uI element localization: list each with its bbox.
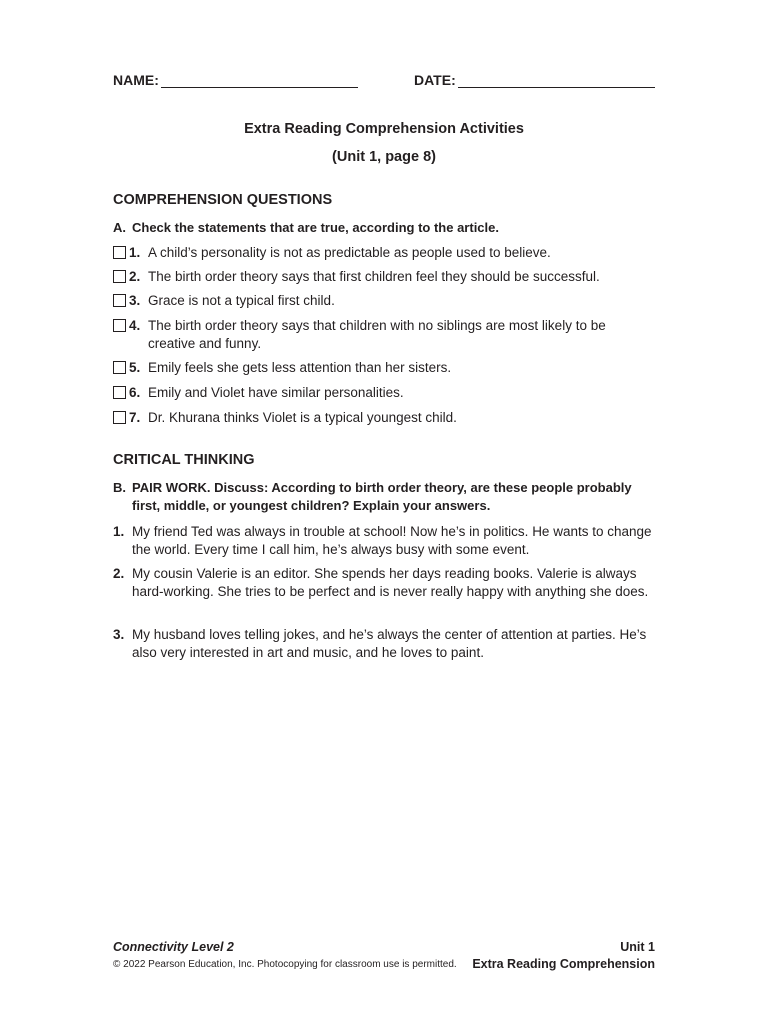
checkbox[interactable] [113,386,126,399]
paragraph-text: My cousin Valerie is an editor. She spends her days reading books. Valerie is always hard-working. She tries to be perfect and is never really happy with anything she does. [132,566,649,599]
instruction-a-text: Check the statements that are true, according to the article. [132,220,499,235]
worksheet-page [113,0,655,1024]
item-number: 2. [129,269,141,284]
checkbox[interactable] [113,411,126,424]
footer-copyright: © 2022 Pearson Education, Inc. Photocopying for classroom use is permitted. [113,959,457,970]
item-number: 1. [113,524,125,539]
item-number: 4. [129,318,141,333]
item-number: 1. [129,245,141,260]
item-number: 3. [113,627,125,642]
item-number: 2. [113,566,125,581]
statement-text: Grace is not a typical first child. [148,293,335,308]
paragraph-text: My friend Ted was always in trouble at school! Now he’s in politics. He wants to change the world. Every time I call him, he’s always busy with some event. [132,524,652,557]
instruction-b-letter: B. [113,480,126,495]
critical-thinking-heading: CRITICAL THINKING [113,452,255,468]
name-date-row [113,72,655,92]
date-blank-line[interactable] [458,87,655,88]
checkbox[interactable] [113,270,126,283]
statement-text: Emily and Violet have similar personalities. [148,385,404,400]
instruction-b-text: PAIR WORK. Discuss: According to birth order theory, are these people probably first, middle, or youngest children? Explain your answers. [132,480,632,513]
paragraph-text: My husband loves telling jokes, and he’s always the center of attention at parties. He’s also very interested in art and music, and he loves to paint. [132,627,647,660]
footer-unit: Unit 1 [620,940,655,954]
date-label: DATE: [414,72,456,88]
item-number: 7. [129,410,141,425]
checkbox[interactable] [113,319,126,332]
statement-text: A child’s personality is not as predictable as people used to believe. [148,245,551,260]
item-number: 3. [129,293,141,308]
name-blank-line[interactable] [161,87,358,88]
item-number: 6. [129,385,141,400]
checkbox[interactable] [113,361,126,374]
statement-text: The birth order theory says that children with no siblings are most likely to be creative and funny. [148,318,606,351]
instruction-a-letter: A. [113,220,126,235]
statement-text: Dr. Khurana thinks Violet is a typical youngest child. [148,410,457,425]
footer-section: Extra Reading Comprehension [472,957,655,971]
statement-text: The birth order theory says that first children feel they should be successful. [148,269,600,284]
worksheet-title: Extra Reading Comprehension Activities [244,121,524,137]
checkbox[interactable] [113,294,126,307]
worksheet-subtitle: (Unit 1, page 8) [332,149,436,165]
name-label: NAME: [113,72,159,88]
footer-series: Connectivity Level 2 [113,940,234,954]
item-number: 5. [129,360,141,375]
checkbox[interactable] [113,246,126,259]
comprehension-heading: COMPREHENSION QUESTIONS [113,192,333,208]
statement-text: Emily feels she gets less attention than her sisters. [148,360,452,375]
